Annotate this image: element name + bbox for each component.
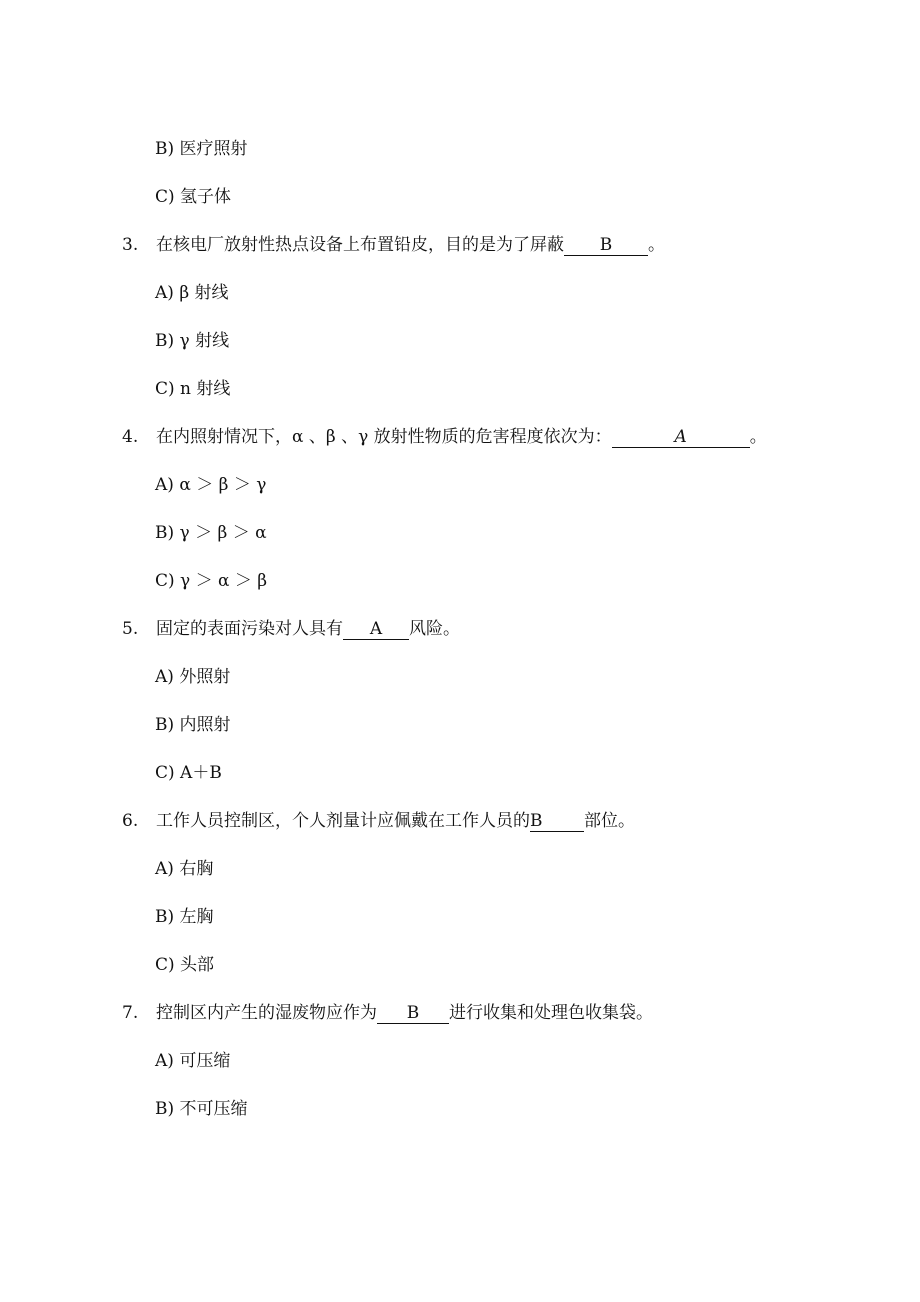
question-number: 7. [122,1003,139,1023]
question-line [122,426,767,448]
answer-blank: B [530,811,584,832]
option-line [155,906,214,928]
question-line [122,810,635,832]
option-line [155,474,266,496]
option-text: C) A＋B [155,763,222,783]
option-text: B) 不可压缩 [155,1099,248,1119]
question-suffix: 。 [648,235,665,255]
option-text: B) 内照射 [155,715,231,735]
answer-blank: A [343,619,409,640]
question-text: 固定的表面污染对人具有 [156,619,343,639]
option-line [155,1050,230,1072]
option-line [155,330,229,352]
option-line [155,186,231,208]
option-line [155,570,267,592]
option-text: A) 右胸 [155,859,214,879]
question-line [122,1002,653,1024]
option-line [155,714,231,736]
option-line [155,666,230,688]
question-suffix: 。 [749,427,767,447]
option-line [155,522,267,544]
question-number: 4. [122,427,139,447]
question-number: 6. [122,811,139,831]
question-suffix: 部位。 [584,811,635,831]
option-text: C) 头部 [155,955,215,975]
option-line [155,378,230,400]
question-line [122,618,460,640]
option-line [155,762,222,784]
question-suffix: 进行收集和处理色收集袋。 [449,1003,653,1023]
option-text: A) 外照射 [155,667,231,687]
question-number: 5. [122,619,139,639]
question-text: 在内照射情况下，α 、β 、γ 放射性物质的危害程度依次为： [156,427,612,447]
option-text: A) 可压缩 [155,1051,231,1071]
option-text: A) β 射线 [155,283,229,303]
option-text: B) 医疗照射 [155,139,248,159]
option-text: B) γ 射线 [155,331,230,351]
option-text: C) 氢子体 [155,187,232,207]
question-text: 在核电厂放射性热点设备上布置铅皮，目的是为了屏蔽 [156,235,564,255]
option-line [155,1098,248,1120]
question-text: 控制区内产生的湿废物应作为 [156,1003,377,1023]
option-text: C) γ ＞ α ＞ β [155,571,268,591]
option-text: A) α ＞ β ＞ γ [155,475,267,495]
option-line [155,954,214,976]
answer-blank: B [377,1003,449,1024]
answer-blank: A [612,427,750,448]
question-number: 3. [122,235,139,255]
option-line [155,138,248,160]
answer-blank: B [564,235,648,256]
question-line [122,234,665,256]
option-line [155,282,229,304]
option-text: B) γ ＞ β ＞ α [155,523,267,543]
option-text: B) 左胸 [155,907,214,927]
question-suffix: 风险。 [409,619,460,639]
option-text: C) n 射线 [155,379,231,399]
question-text: 工作人员控制区，个人剂量计应佩戴在工作人员的 [156,811,530,831]
option-line [155,858,213,880]
